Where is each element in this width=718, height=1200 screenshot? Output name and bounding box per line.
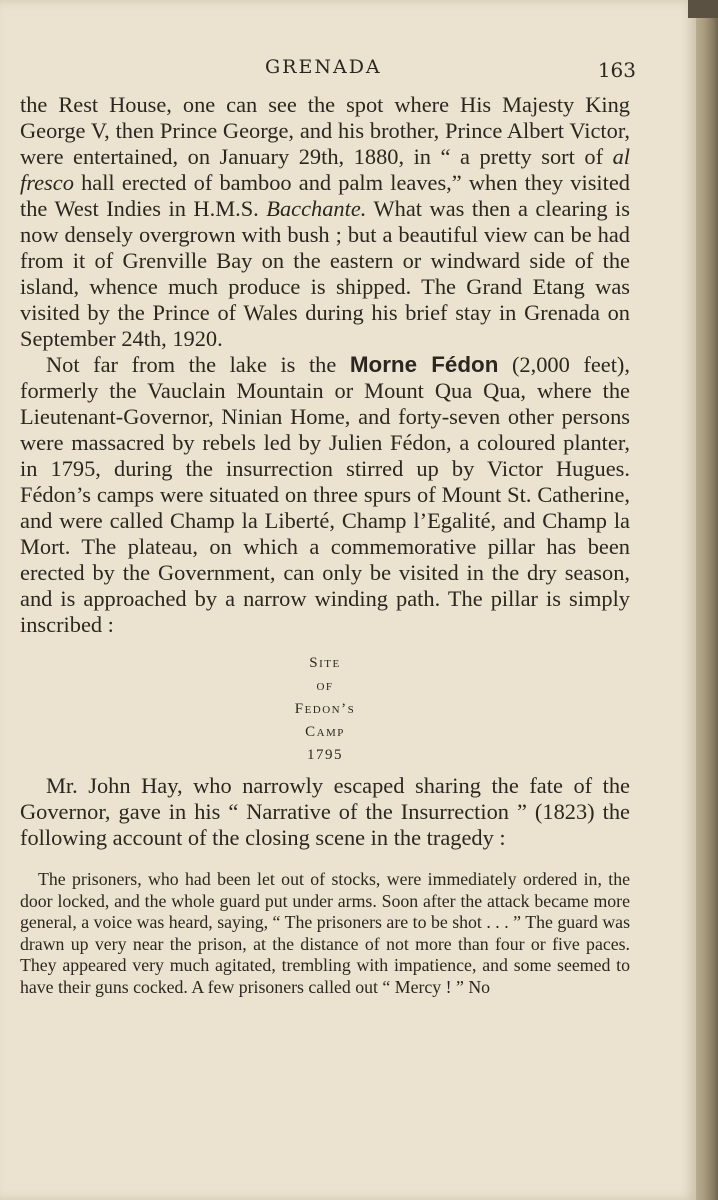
paragraph-morne-fedon bbox=[20, 352, 630, 638]
text-run: hall erected of bamboo and palm leaves,” when they visited the West Indies in H.M.S. bbox=[20, 170, 630, 221]
paragraph-john-hay: Mr. John Hay, who narrowly escaped sharing the fate of the Governor, gave in his “ Narrative of the Insurrection ” (1823) the following account of the closing scene in the tragedy : bbox=[20, 773, 630, 850]
block-quote bbox=[20, 869, 630, 998]
page-header bbox=[20, 52, 636, 86]
binding-corner bbox=[688, 0, 718, 18]
bold-place-name: Morne Fédon bbox=[349, 352, 499, 377]
italic-al-fresco: al fresco bbox=[20, 144, 630, 195]
text-run: Not far from the lake is the bbox=[46, 352, 350, 377]
inscription-line: Camp bbox=[305, 724, 345, 740]
text-run: What was then a clearing is now densely overgrown with bush ; but a beautiful view can be had from it of Grenville Bay on the eastern or windward side of the island, whence much produce is shipped. The Grand Etang was visited by the Prince of Wales during his brief stay in Grenada on September 24th, 1920. bbox=[20, 196, 630, 351]
page-edge bbox=[696, 0, 718, 1200]
italic-ship-name: Bacchante. bbox=[266, 196, 367, 221]
body-text bbox=[20, 92, 630, 998]
pillar-inscription bbox=[20, 652, 630, 767]
text-run: the Rest House, one can see the spot where His Majesty King George V, then Prince George, and his brother, Prince Albert Victor, were entertained, on January 29th, 1880, in “ a pretty sort of bbox=[20, 92, 630, 169]
page-number: 163 bbox=[597, 58, 636, 82]
inscription-line: Fedon’s bbox=[294, 701, 356, 717]
quote-text: The prisoners, who had been let out of stocks, were immediately ordered in, the door locked, and the whole guard put under arms. Soon after the attack became more general, a voice was heard, saying, “ The prisoners are to be shot . . . ” The guard was drawn up very near the prison, at the distance of not more than four or five paces. They appeared very much agitated, trembling with impatience, and some seemed to have their guns cocked. A few prisoners called out “ Mercy ! ” No bbox=[20, 869, 630, 997]
inscription-line: of bbox=[316, 678, 334, 694]
text-run: (2,000 feet), formerly the Vauclain Mountain or Mount Qua Qua, where the Lieutenant-Governor, Ninian Home, and forty-seven other persons were massacred by rebels led by Julien Fédon, a coloured planter, in 1795, during the insurrection stirred up by Victor Hugues. Fédon’s camps were situated on three spurs of Mount St. Catherine, and were called Champ la Liberté, Champ l’Egalité, and Champ la Mort. The plateau, on which a commemorative pillar has been erected by the Government, can only be visited in the dry season, and is approached by a narrow winding path. The pillar is simply inscribed : bbox=[20, 352, 630, 637]
inscription-year: 1795 bbox=[307, 747, 343, 763]
inscription-line: Site bbox=[309, 655, 341, 671]
running-title: GRENADA bbox=[265, 56, 382, 78]
paragraph-rest-house bbox=[20, 92, 630, 352]
